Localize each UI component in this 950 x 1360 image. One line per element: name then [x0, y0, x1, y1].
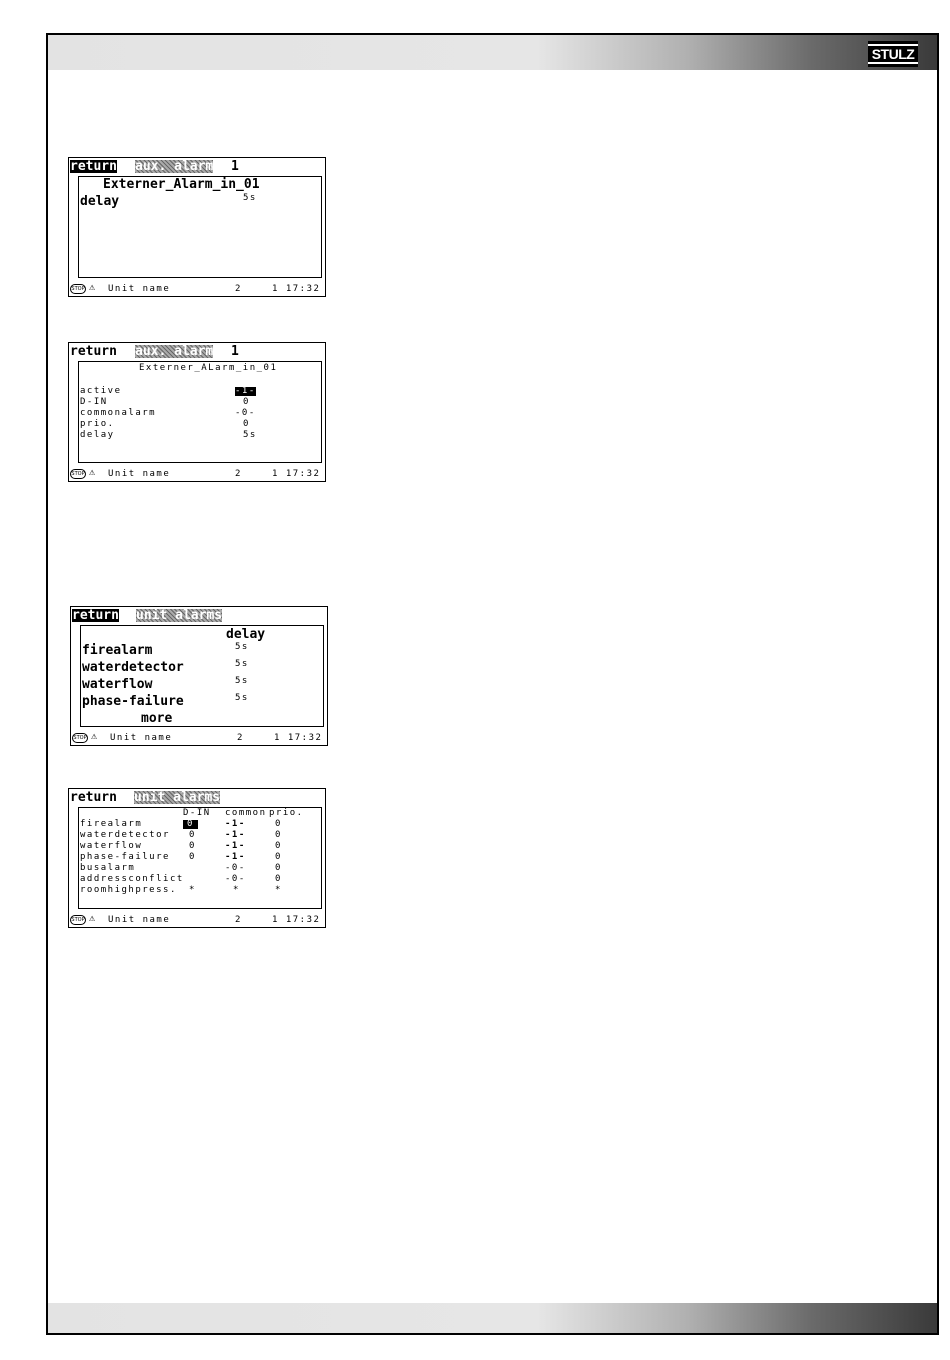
din-label: D-IN: [80, 397, 108, 407]
table-cell-common[interactable]: *: [233, 885, 240, 895]
header-band: [48, 35, 937, 70]
commonalarm-value[interactable]: -0-: [235, 408, 256, 418]
footer-band: [48, 1303, 937, 1333]
aux-alarm-tab[interactable]: aux. alarm: [135, 159, 214, 174]
table-cell-prio[interactable]: 0: [275, 841, 282, 851]
table-row-label: phase-failure: [80, 852, 170, 862]
clock: 1 17:32: [272, 284, 321, 294]
unit-name: Unit name: [110, 733, 173, 743]
alarm-number: 1: [231, 344, 239, 359]
unit-number: 2: [235, 469, 242, 479]
table-cell-din[interactable]: 0: [183, 820, 198, 829]
table-cell-common[interactable]: -0-: [225, 874, 246, 884]
clock: 1 17:32: [274, 733, 323, 743]
return-tab[interactable]: return: [70, 344, 117, 359]
table-row-label: waterdetector: [80, 830, 170, 840]
delay-value[interactable]: 5s: [243, 430, 257, 440]
active-value[interactable]: -1-: [235, 386, 256, 396]
warning-icon: ⚠: [89, 282, 96, 293]
unit-number: 2: [237, 733, 244, 743]
warning-icon: ⚠: [91, 731, 98, 742]
unit-name: Unit name: [108, 469, 171, 479]
table-row-label: firealarm: [80, 819, 143, 829]
aux-alarm-tab[interactable]: aux. alarm: [135, 344, 214, 359]
delay-label: delay: [80, 430, 115, 440]
waterdetector-delay[interactable]: 5s: [235, 659, 249, 669]
table-row-label: addressconflict: [80, 874, 184, 884]
display-screen-1: [68, 157, 326, 297]
content-panel: [78, 176, 322, 278]
clock: 1 17:32: [272, 469, 321, 479]
display-screen-4: [68, 788, 326, 928]
return-tab[interactable]: return: [70, 159, 117, 174]
content-panel: [78, 807, 322, 909]
table-cell-prio[interactable]: 0: [275, 852, 282, 862]
delay-value[interactable]: 5s: [243, 193, 257, 203]
warning-icon: ⚠: [89, 913, 96, 924]
table-cell-prio[interactable]: 0: [275, 863, 282, 873]
delay-label: delay: [80, 194, 120, 209]
table-cell-din[interactable]: 0: [189, 852, 196, 862]
logo-text: STULZ: [868, 46, 918, 62]
alarm-number: 1: [231, 159, 239, 174]
clock: 1 17:32: [272, 915, 321, 925]
delay-column-header: delay: [226, 627, 266, 642]
common-column-header: common: [225, 808, 267, 818]
table-cell-prio[interactable]: 0: [275, 830, 282, 840]
content-panel: [78, 361, 322, 463]
alarm-title: Externer_Alarm_in_01: [103, 177, 260, 192]
table-cell-common[interactable]: -1-: [225, 830, 246, 840]
unit-alarms-tab[interactable]: unit alarms: [136, 608, 223, 623]
display-screen-3: [70, 606, 328, 746]
table-cell-prio[interactable]: 0: [275, 819, 282, 829]
unit-number: 2: [235, 915, 242, 925]
display-screen-2: [68, 342, 326, 482]
warning-icon: ⚠: [89, 467, 96, 478]
din-value[interactable]: 0: [243, 397, 250, 407]
waterdetector-label: waterdetector: [82, 660, 184, 675]
stop-icon: STOP: [71, 286, 85, 292]
stop-icon: STOP: [71, 471, 85, 477]
table-cell-din[interactable]: 0: [189, 830, 196, 840]
table-row-label: roomhighpress.: [80, 885, 177, 895]
table-cell-din[interactable]: 0: [189, 841, 196, 851]
prio-column-header: prio.: [269, 808, 304, 818]
return-tab[interactable]: return: [72, 608, 119, 623]
firealarm-label: firealarm: [82, 643, 153, 658]
prio-value[interactable]: 0: [243, 419, 250, 429]
prio-label: prio.: [80, 419, 115, 429]
phase-failure-label: phase-failure: [82, 694, 184, 709]
table-cell-common[interactable]: -1-: [225, 841, 246, 851]
stop-icon: STOP: [71, 917, 85, 923]
content-panel: [80, 625, 324, 727]
stop-icon: STOP: [73, 735, 87, 741]
more-link[interactable]: more: [141, 711, 173, 726]
table-row-label: busalarm: [80, 863, 136, 873]
table-cell-prio[interactable]: 0: [275, 874, 282, 884]
table-cell-din[interactable]: *: [189, 885, 196, 895]
table-cell-common[interactable]: -0-: [225, 863, 246, 873]
unit-name: Unit name: [108, 915, 171, 925]
waterflow-delay[interactable]: 5s: [235, 676, 249, 686]
alarm-title: Externer_ALarm_in_01: [139, 363, 278, 373]
unit-alarms-tab[interactable]: unit alarms: [134, 790, 221, 805]
waterflow-label: waterflow: [82, 677, 153, 692]
commonalarm-label: commonalarm: [80, 408, 157, 418]
table-cell-prio[interactable]: *: [275, 885, 282, 895]
firealarm-delay[interactable]: 5s: [235, 642, 249, 652]
phase-failure-delay[interactable]: 5s: [235, 693, 249, 703]
active-label: active: [80, 386, 122, 396]
table-cell-common[interactable]: -1-: [225, 852, 246, 862]
unit-number: 2: [235, 284, 242, 294]
unit-name: Unit name: [108, 284, 171, 294]
stulz-logo: [868, 41, 918, 67]
return-tab[interactable]: return: [70, 790, 117, 805]
table-cell-common[interactable]: -1-: [225, 819, 246, 829]
table-row-label: waterflow: [80, 841, 143, 851]
din-column-header: D-IN: [183, 808, 211, 818]
